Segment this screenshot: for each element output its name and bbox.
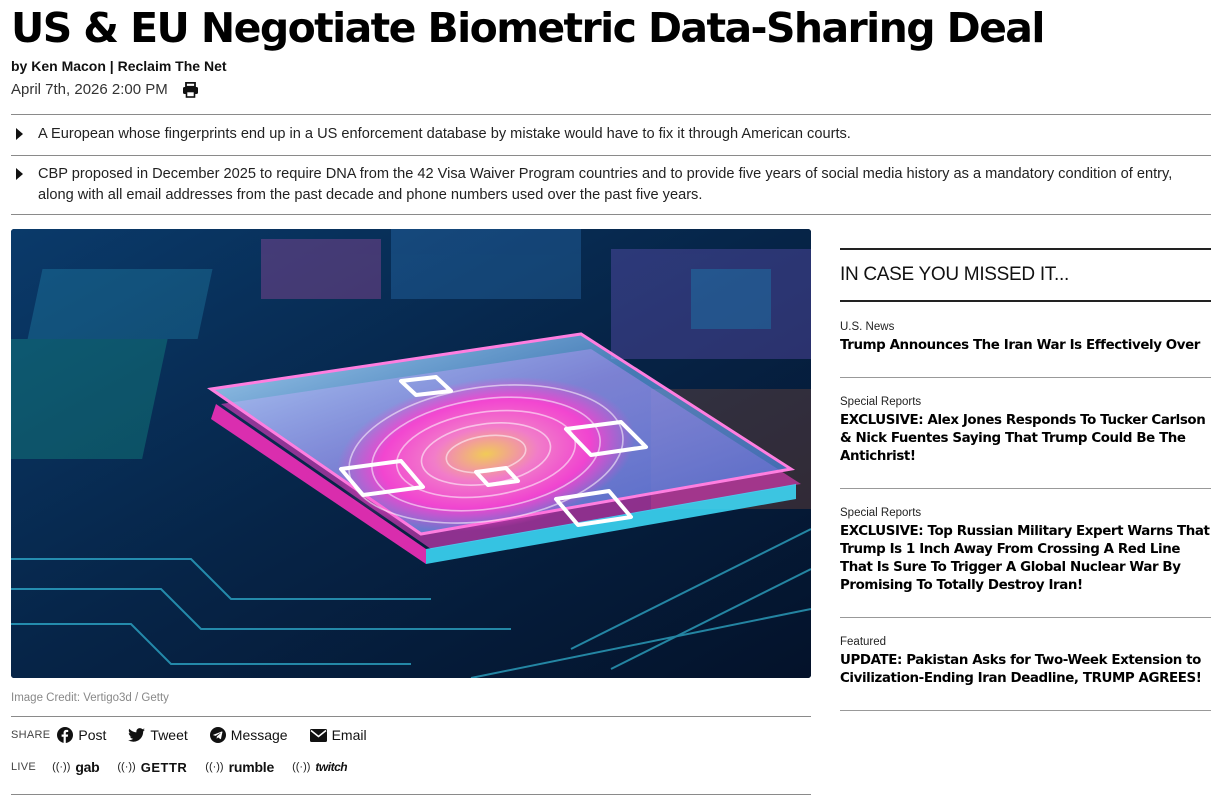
live-gettr-link[interactable] [117, 760, 187, 775]
broadcast-icon: ((·)) [117, 761, 136, 773]
telegram-icon [210, 727, 226, 743]
sidebar-title-rule [840, 300, 1211, 302]
sidebar-story [840, 321, 1212, 355]
image-credit: Image Credit: Vertigo3d / Getty [11, 692, 169, 704]
story-category[interactable]: Special Reports [840, 396, 922, 408]
story-category[interactable]: U.S. News [840, 321, 895, 333]
sidebar-story [840, 636, 1212, 688]
share-twitter-button[interactable] [128, 727, 187, 743]
sidebar-story [840, 507, 1212, 595]
share-facebook-label: Post [78, 727, 107, 743]
broadcast-icon: ((·)) [205, 761, 224, 773]
story-category[interactable]: Special Reports [840, 507, 922, 519]
share-telegram-label: Message [230, 727, 288, 743]
broadcast-icon: ((·)) [292, 761, 311, 773]
summary-bullet [11, 124, 1211, 145]
sidebar-top-rule [840, 248, 1211, 250]
divider [840, 488, 1211, 489]
summary-bullet-text: A European whose fingerprints end up in a US enforcement database by mistake would have to fix it through American courts. [38, 126, 851, 142]
gettr-logo: GETTR [140, 759, 188, 775]
live-gab-link[interactable] [52, 759, 99, 775]
divider [11, 794, 811, 795]
live-label: LIVE [11, 761, 37, 773]
article-headline: US & EU Negotiate Biometric Data-Sharing Deal [11, 4, 1044, 52]
story-title-link[interactable]: Trump Announces The Iran War Is Effectively Over [840, 338, 1200, 353]
divider [840, 617, 1211, 618]
sidebar-story [840, 396, 1212, 466]
sidebar-title: IN CASE YOU MISSED IT... [840, 264, 1069, 285]
share-email-label: Email [331, 727, 367, 743]
article-date: April 7th, 2026 2:00 PM [11, 81, 168, 98]
story-category[interactable]: Featured [840, 636, 887, 648]
story-title-link[interactable]: UPDATE: Pakistan Asks for Two-Week Extension to Civilization-Ending Iran Deadline, TRUMP AGREES! [840, 653, 1202, 686]
divider [11, 716, 811, 717]
article-dateline [11, 81, 199, 98]
hero-image [11, 229, 811, 678]
share-facebook-button[interactable] [57, 727, 106, 743]
twitter-icon [128, 728, 145, 742]
bullet-arrow-icon [16, 168, 23, 180]
summary-bullet-text: CBP proposed in December 2025 to require DNA from the 42 Visa Waiver Program countries and to provide five years of social media history as a mandatory condition of entry, along with all email addresses from the past decade and phone numbers used over the past five years. [38, 166, 1173, 203]
share-telegram-button[interactable] [210, 727, 288, 743]
envelope-icon [310, 729, 327, 742]
divider [11, 155, 1211, 156]
broadcast-icon: ((·)) [52, 761, 71, 773]
share-bar [11, 727, 389, 743]
live-rumble-link[interactable] [205, 759, 274, 775]
divider [11, 214, 1211, 215]
summary-bullet [11, 164, 1211, 206]
story-title-link[interactable]: EXCLUSIVE: Top Russian Military Expert Warns That Trump Is 1 Inch Away From Crossing A Red Line That Is Sure To Trigger A Global Nuclear War By Promising To Totally Destroy Iran! [840, 524, 1210, 593]
facebook-icon [57, 727, 73, 743]
divider [840, 710, 1211, 711]
share-email-button[interactable] [310, 727, 367, 743]
twitch-logo: twitch [315, 760, 348, 774]
share-label: SHARE [11, 729, 51, 741]
live-bar [11, 759, 365, 775]
article-byline[interactable]: by Ken Macon | Reclaim The Net [11, 58, 227, 74]
divider [11, 114, 1211, 115]
story-title-link[interactable]: EXCLUSIVE: Alex Jones Responds To Tucker Carlson & Nick Fuentes Saying That Trump Could Be The Antichrist! [840, 413, 1206, 464]
live-twitch-link[interactable] [292, 760, 347, 774]
bullet-arrow-icon [16, 128, 23, 140]
fingerprint-chip-illustration [11, 229, 811, 678]
gab-logo: gab [75, 759, 100, 775]
print-icon[interactable] [182, 82, 199, 98]
divider [840, 377, 1211, 378]
share-twitter-label: Tweet [150, 727, 188, 743]
rumble-logo: rumble [228, 759, 275, 775]
